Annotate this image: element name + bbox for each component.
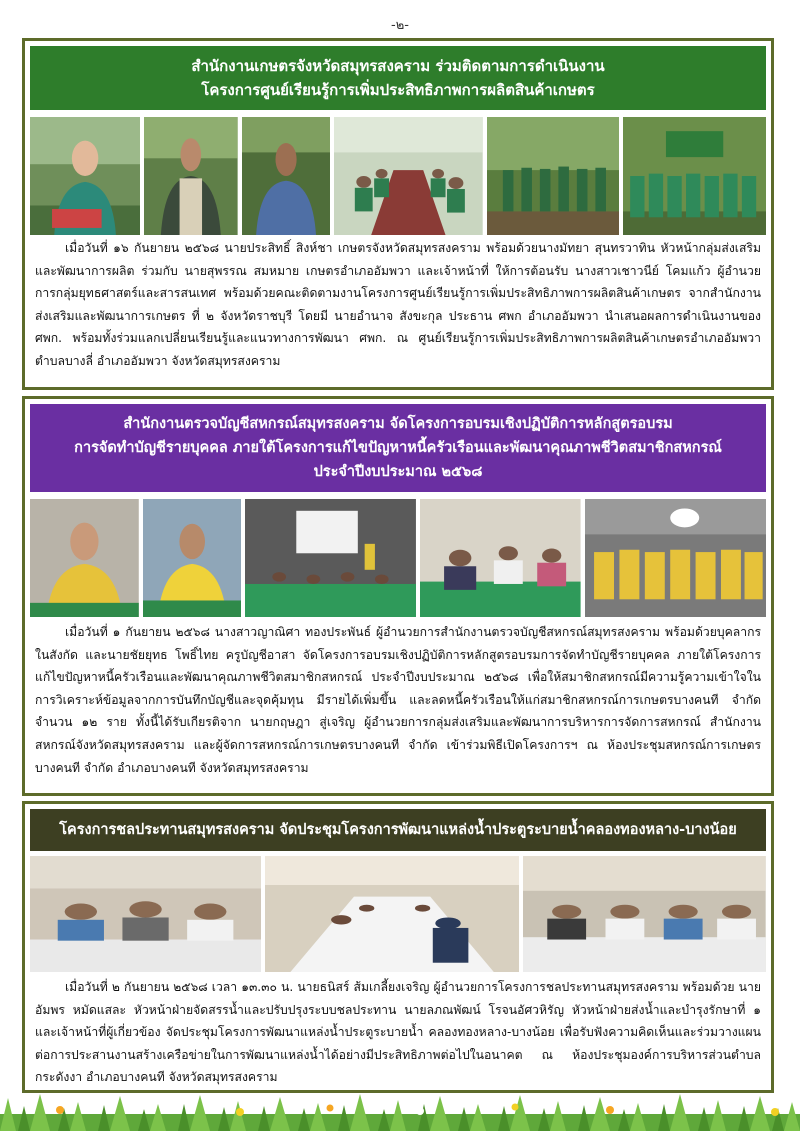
photo-officials-table xyxy=(523,856,766,972)
photo-group-sign xyxy=(623,117,766,235)
photo-woman-portrait xyxy=(30,117,140,235)
section-title-banner xyxy=(30,809,766,851)
article-body: เมื่อวันที่ ๒ กันยายน ๒๕๖๘ เวลา ๑๓.๓๐ น. นายธนิสร์ ส้มเกลี้ยงเจริญ ผู้อำนวยการโครงการชลประทานสมุทรสงคราม พร้อมด้วย นายอัมพร หมัดแสละ หัวหน้าฝ่ายจัดสรรน้ำและปรับปรุงระบบชลประทาน นายลภณพัฒน์ โรจนอัศวหิรัญ หัวหน้าฝ่ายส่งน้ำและบำรุงรักษาที่ ๑ และเจ้าหน้าที่ผู้เกี่ยวข้อง จัดประชุมโครงการพัฒนาแหล่งน้ำประตูระบายน้ำ คลองทองหลาง-บางน้อย เพื่อรับฟังความคิดเห็นและร่วมวางแผนต่อการประสานงานสร้างเครือข่ายในการพัฒนาแหล่งน้ำได้อย่างมีประสิทธิภาพต่อไปในอนาคต ณ ห้องประชุมองค์การบริหารส่วนตำบลกระดังงา อำเภอบางคนที จังหวัดสมุทรสงคราม xyxy=(35,980,761,1085)
photo-director-portrait xyxy=(30,499,139,617)
photo-group-certificates xyxy=(585,499,766,617)
section-title-banner xyxy=(30,46,766,110)
title-line: ประจำปีงบประมาณ ๒๕๖๘ xyxy=(313,464,483,480)
photo-conference-hall xyxy=(265,856,519,972)
title-line: สำนักงานตรวจบัญชีสหกรณ์สมุทรสงคราม จัดโครงการอบรมเชิงปฏิบัติการหลักสูตรอบรม xyxy=(123,416,673,432)
news-section-cooperative-audit xyxy=(22,396,774,796)
page-number: -๒- xyxy=(391,18,409,33)
photo-participants-writing xyxy=(420,499,581,617)
photo-meeting-table xyxy=(334,117,483,235)
photo-strip xyxy=(30,117,766,235)
news-section-agriculture xyxy=(22,38,774,390)
photo-strip xyxy=(30,499,766,617)
news-section-irrigation xyxy=(22,801,774,1093)
photo-farmer-presenting xyxy=(242,117,330,235)
grass-footer-decoration xyxy=(0,1092,800,1131)
title-line: สำนักงานเกษตรจังหวัดสมุทรสงคราม ร่วมติดตามการดำเนินงาน xyxy=(191,57,605,75)
title-line: โครงการชลประทานสมุทรสงคราม จัดประชุมโครงการพัฒนาแหล่งน้ำประตูระบายน้ำคลองทองหลาง-บางน้อย xyxy=(59,822,737,838)
photo-training-room xyxy=(245,499,416,617)
article-body: เมื่อวันที่ ๑ กันยายน ๒๕๖๘ นางสาวญาณิศา ทองประพันธ์ ผู้อำนวยการสำนักงานตรวจบัญชีสหกรณ์สมุทรสงคราม พร้อมด้วยบุคลากรในสังกัด และนายชัยยุทธ โพธิ์ไทย ครูบัญชีอาสา จัดโครงการอบรมเชิงปฏิบัติการหลักสูตรอบรมการจัดทำบัญชีรายบุคคล ภายใต้โครงการแก้ไขปัญหาหนี้ครัวเรือนและพัฒนาคุณภาพชีวิตสมาชิกสหกรณ์ ประจำปีงบประมาณ ๒๕๖๘ เพื่อให้สมาชิกสหกรณ์มีความรู้ความเข้าใจในการวิเคราะห์ข้อมูลจากการบันทึกบัญชีและจุดคุ้มทุน มีรายได้เพิ่มขึ้น และลดหนี้ครัวเรือนให้แก่สมาชิกสหกรณ์การเกษตรบางคนที จำกัด จำนวน ๑๒ ราย ทั้งนี้ได้รับเกียรติจาก นายกฤษฎา สู่เจริญ ผู้อำนวยการกลุ่มส่งเสริมและพัฒนาการบริหารการจัดการสหกรณ์ สำนักงานสหกรณ์จังหวัดสมุทรสงคราม และผู้จัดการสหกรณ์การเกษตรบางคนที จำกัด เข้าร่วมพิธีเปิดโครงการฯ ณ ห้องประชุมสหกรณ์การเกษตรบางคนที จำกัด อำเภอบางคนที จังหวัดสมุทรสงคราม xyxy=(35,625,761,775)
photo-orchard-group xyxy=(487,117,619,235)
photo-official-speaking xyxy=(144,117,238,235)
title-line: การจัดทำบัญชีรายบุคคล ภายใต้โครงการแก้ไขปัญหาหนี้ครัวเรือนและพัฒนาคุณภาพชีวิตสมาชิกสหกรณ์ xyxy=(74,440,722,456)
photo-instructor-portrait xyxy=(143,499,241,617)
photo-meeting-head-table xyxy=(30,856,261,972)
article-body: เมื่อวันที่ ๑๖ กันยายน ๒๕๖๘ นายประสิทธิ์ สิงห์ชา เกษตรจังหวัดสมุทรสงคราม พร้อมด้วยนางมัทยา สุนทรวาทิน หัวหน้ากลุ่มส่งเสริมและพัฒนาการผลิต ร่วมกับ นายสุพรรณ สมหมาย เกษตรอำเภออัมพวา และเจ้าหน้าที่ ให้การต้อนรับ นางสาวเชาวนีย์ โคมแก้ว ผู้อำนวยการกลุ่มยุทธศาสตร์และสารสนเทศ พร้อมด้วยคณะติดตามงานโครงการศูนย์เรียนรู้การเพิ่มประสิทธิภาพการผลิตสินค้าเกษตร จากสำนักงานส่งเสริมและพัฒนาการเกษตร ที่ ๒ จังหวัดราชบุรี โดยมี นายอำนาจ สังขะกุล ประธาน ศพก อำเภออัมพวา นำเสนอผลการดำเนินงานของศพก. พร้อมทั้งร่วมแลกเปลี่ยนเรียนรู้และแนวทางการพัฒนา ศพก. ณ ศูนย์เรียนรู้การเพิ่มประสิทธิภาพการผลิตสินค้าเกษตรอำเภออัมพวา ตำบลบางลี่ อำเภออัมพวา จังหวัดสมุทรสงคราม xyxy=(35,241,761,368)
photo-strip xyxy=(30,856,766,972)
title-line: โครงการศูนย์เรียนรู้การเพิ่มประสิทธิภาพการผลิตสินค้าเกษตร xyxy=(201,81,595,99)
section-title-banner xyxy=(30,404,766,492)
